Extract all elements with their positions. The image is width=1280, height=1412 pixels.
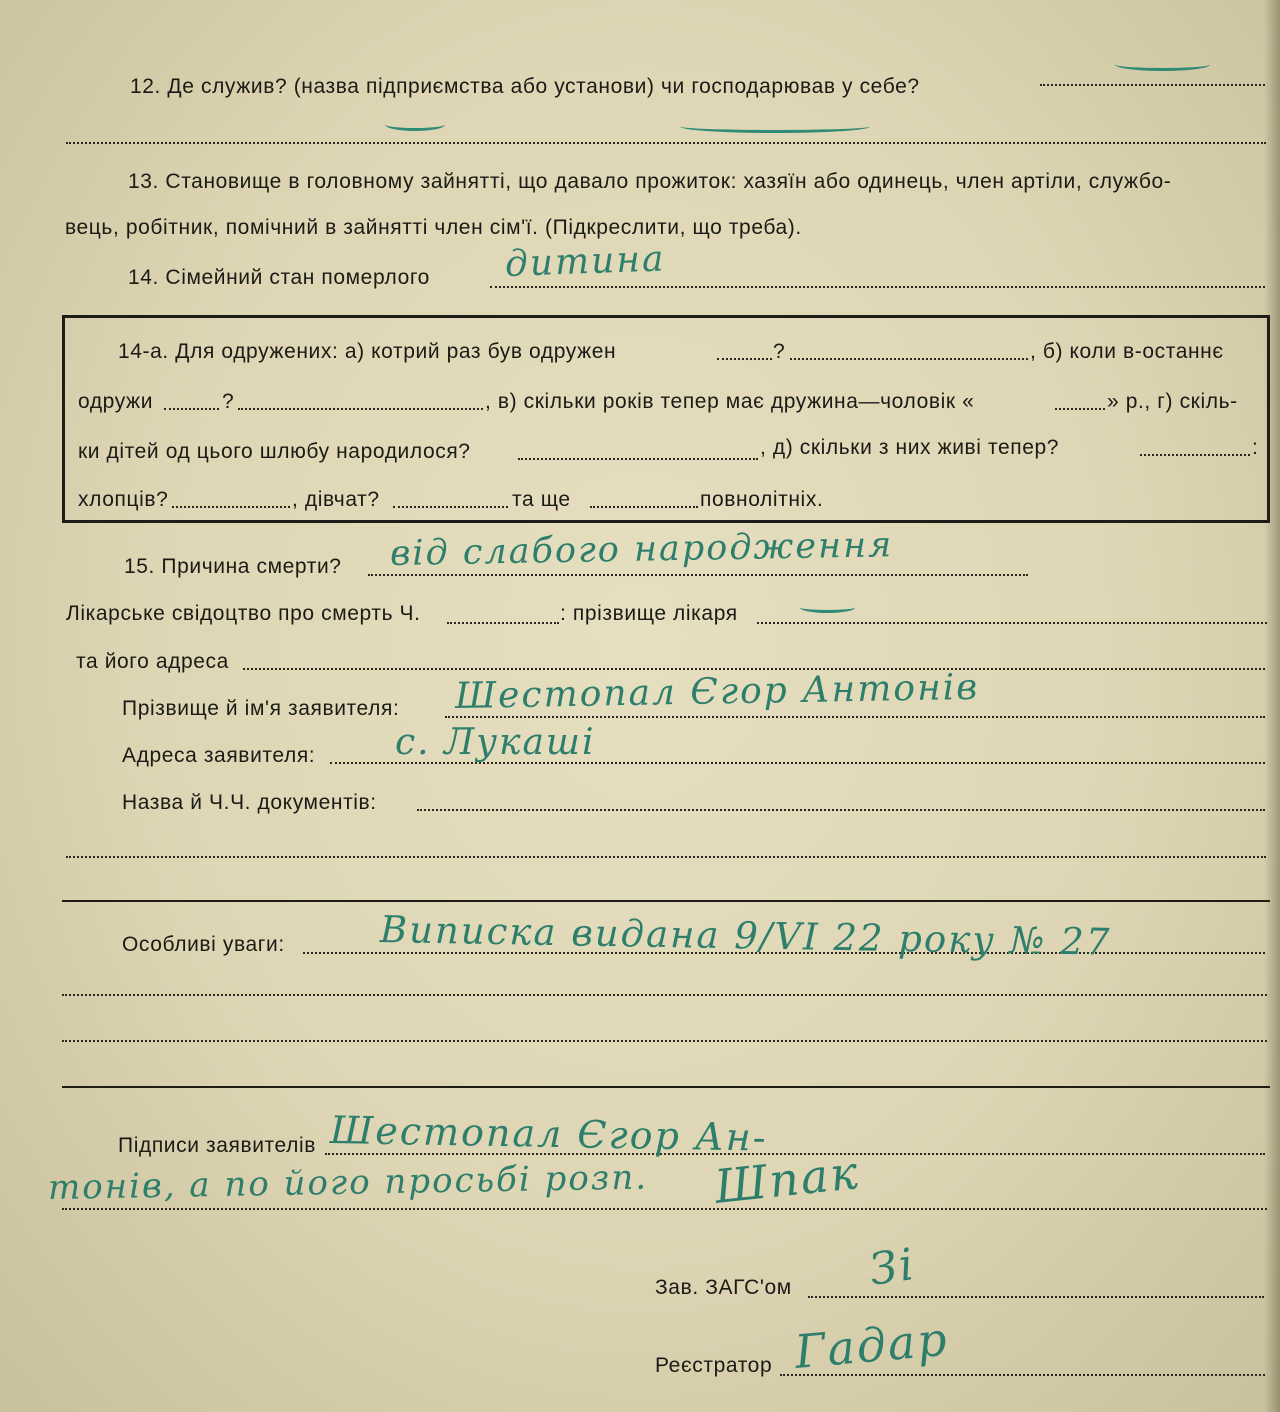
applicant-name-label: Прізвище й ім'я заявителя:: [122, 697, 400, 720]
doctor-name-fill: [757, 622, 1267, 624]
q14a-fill-5: [1055, 408, 1105, 410]
q14a-qmark-1: ?: [773, 340, 786, 363]
q14a-fill-10: [590, 506, 698, 508]
q14a-fill-9: [393, 506, 508, 508]
q14a-colon: :: [1252, 436, 1259, 459]
q14-fill-line: [490, 286, 1265, 288]
q14a-line2-d: » р., г) скіль-: [1107, 390, 1238, 413]
q14a-line4-d: повнолітніх.: [700, 488, 824, 511]
q14a-line1-c: , б) коли в-останнє: [1030, 340, 1224, 363]
section-divider-2: [62, 1086, 1270, 1088]
doctor-address-label: та його адреса: [76, 650, 229, 673]
q14a-line4-a: хлопців?: [78, 488, 169, 511]
doctor-address-fill: [243, 668, 1265, 670]
q15-label: 15. Причина смерти?: [124, 555, 342, 578]
q14-label: 14. Сімейний стан померлого: [128, 266, 430, 289]
section-divider-1: [62, 900, 1270, 902]
q14a-line3-b: , д) скільки з них живі тепер?: [760, 436, 1060, 459]
medical-cert-label: Лікарське свідоцтво про смерть Ч.: [66, 602, 421, 625]
notes-label: Особливі уваги:: [122, 933, 285, 956]
q14a-fill-6: [518, 458, 758, 460]
q14a-line2-a: одружи: [78, 390, 154, 413]
signature-handwritten-1: Шестопал Єгор Ан-: [329, 1108, 768, 1160]
signatures-label: Підписи заявителів: [118, 1134, 316, 1157]
q12-dash-mark: [385, 118, 445, 131]
q12-dash-mark-2: [680, 120, 870, 133]
q12-fill-line-2: [66, 142, 1266, 144]
q12-dash-mark-3: [1115, 58, 1210, 71]
q14a-line4-b: , дівчат?: [292, 488, 380, 511]
signatures-fill-2: [62, 1208, 1267, 1210]
q13-line1: 13. Становище в головному зайнятті, що давало прожиток: хазяїн або одинець, член артіли, службо-: [128, 170, 1172, 193]
page-edge-shadow: [1264, 0, 1280, 1412]
q14a-fill-8: [172, 506, 290, 508]
notes-handwritten: Виписка видана 9/VI 22 року № 27: [379, 908, 1112, 964]
q14-handwritten-answer: дитина: [504, 238, 667, 285]
zags-head-fill: [808, 1296, 1264, 1298]
signature-handwritten-2: тонів, а по його просьбі розп.: [47, 1157, 649, 1208]
registrar-fill: [780, 1374, 1265, 1376]
notes-fill-2: [62, 994, 1267, 996]
q14a-fill-3: [164, 408, 219, 410]
medical-cert-fill: [447, 622, 559, 624]
q14a-line1-a: 14-а. Для одружених: а) котрий раз був одружен: [118, 340, 617, 363]
applicant-address-handwritten: с. Лукашi: [395, 722, 596, 763]
q14a-line4-c: та ще: [512, 488, 571, 511]
q14a-qmark-2: ?: [222, 390, 235, 413]
q12-label: 12. Де служив? (назва підприємства або установи) чи господарював у себе?: [130, 75, 920, 98]
applicant-name-fill: [445, 716, 1265, 718]
q14a-line2-c: , в) скільки років тепер має дружина—чоловік «: [485, 390, 975, 413]
documents-fill: [417, 809, 1265, 811]
doctor-name-dash: [800, 602, 855, 613]
documents-fill-2: [66, 856, 1266, 858]
q14a-fill-2: [790, 358, 1028, 360]
zags-head-label: Зав. ЗАГС'ом: [655, 1276, 792, 1299]
applicant-name-handwritten: Шестопал Єгор Антонів: [454, 666, 980, 717]
q14a-fill-4: [238, 408, 483, 410]
zags-head-signature: Зі: [866, 1238, 919, 1296]
doctor-name-label: : прізвище лікаря: [560, 602, 738, 625]
notes-fill-3: [62, 1040, 1267, 1042]
applicant-signature-mark: Шпак: [712, 1144, 863, 1214]
applicant-address-label: Адреса заявителя:: [122, 744, 316, 767]
q14a-fill-1: [717, 358, 772, 360]
q13-line2: вець, робітник, помічний в зайнятті член сім'ї. (Підкреслити, що треба).: [65, 216, 802, 239]
q15-fill-line: [368, 574, 1028, 576]
registrar-signature: Гадар: [792, 1311, 951, 1379]
documents-label: Назва й Ч.Ч. документів:: [122, 791, 377, 814]
q14a-fill-7: [1140, 454, 1250, 456]
registrar-label: Реєстратор: [655, 1354, 773, 1377]
q15-handwritten-answer: від слабого народження: [389, 525, 894, 574]
q14a-line3-a: ки дітей од цього шлюбу народилося?: [78, 440, 471, 463]
q12-fill-line: [1040, 84, 1265, 86]
